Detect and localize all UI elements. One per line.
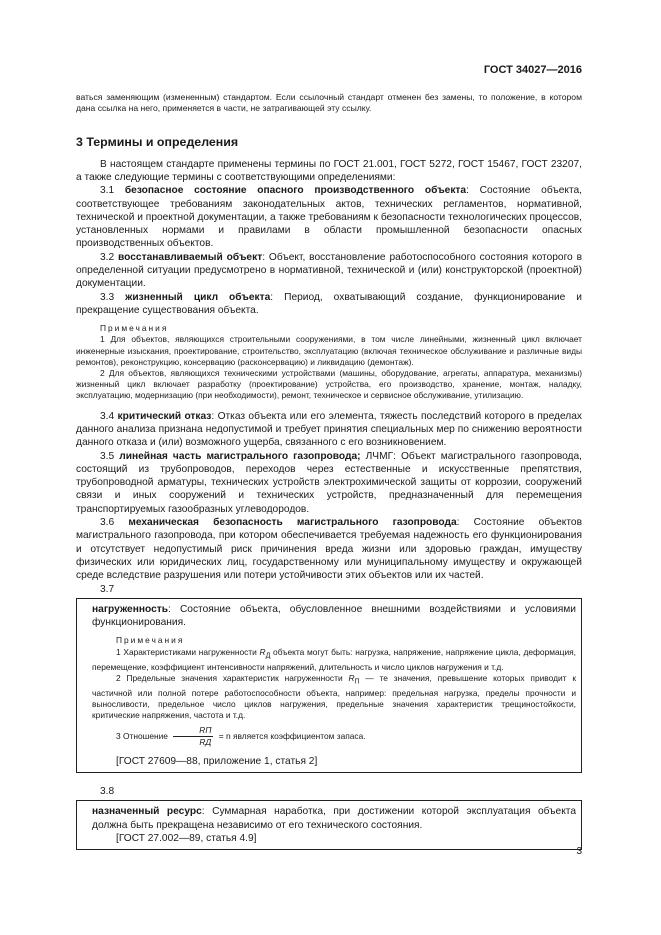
- term-3-7: нагруженность: Состояние объекта, обусловленное внешними воздействиями и условиями функционирования.: [92, 603, 576, 629]
- note-3-7-2: 2 Предельные значения характеристик нагруженности $R_П$ — те значения, превышение которых приводит к частичной или полной потере работоспособности объекта, например: предельная нагрузка, пределы прочности и выносливости, предельное число циклов нагружения, предельные значения характеристик трещиностойкости, критические напряжения, частота и т.д.: [92, 672, 576, 720]
- note-3-7-1: 1 Характеристиками нагруженности $R_Д$ объекта могут быть: нагрузка, напряжение, напряжение цикла, деформация, перемещение, коэффициент интенсивности напряжений, длительность и число циклов нагружения и т.д.: [92, 646, 576, 672]
- term-3-7-box: [76, 598, 582, 773]
- note-3-3-2: 2 Для объектов, являющихся техническими устройствами (машины, оборудование, агрегаты, аппаратура, механизмы) жизненный цикл включает разработку (проектирование) устройства, его производство, хранение, монтаж, наладку, эксплуатацию, модернизацию (при необходимости), ремонт, техническое и сервисное обслуживание, утилизацию.: [76, 368, 582, 401]
- term-3-2: 3.2 восстанавливаемый объект: Объект, восстановление работоспособного состояния которого в определенной ситуации предусмотрено в нормативной, технической и (или) конструкторской (проектной) документации.: [76, 251, 583, 290]
- term-3-8-reference: [ГОСТ 27.002—89, статья 4.9]: [116, 832, 257, 844]
- document-body: [76, 92, 582, 850]
- note-3-7-3: 3 Отношение $\frac{RП}{RД}$ = n является коэффициентом запаса.: [116, 725, 366, 748]
- term-3-8-box: [76, 800, 582, 850]
- document-id: ГОСТ 34027—2016: [483, 64, 582, 76]
- term-3-3: 3.3 жизненный цикл объекта: Период, охватывающий создание, функционирование и прекращение существования объекта.: [76, 291, 582, 316]
- notes-3-7: [92, 635, 576, 748]
- term-3-8: назначенный ресурс: Суммарная наработка, при достижении которой эксплуатация объекта должна быть прекращена независимо от его технического состояния.: [92, 806, 576, 831]
- term-3-7-reference: [ГОСТ 27609—88, приложение 1, статья 2]: [116, 755, 318, 767]
- term-3-6: 3.6 механическая безопасность магистрального газопровода: Состояние объектов магистрального газопровода, при котором обеспечивается требуемая надежность его функционирования и отсутствует недопустимый риск причинения вреда жизни или здоровью граждан, имуществу физических или юридических лиц, государственному или муниципальному имуществу и окружающей среде вследствие разрушения или потери устойчивости этих объектов или их частей.: [76, 517, 583, 582]
- page-number: 3: [576, 846, 582, 857]
- intro-paragraph: ваться заменяющим (измененным) стандартом. Если ссылочный стандарт отменен без замены, то положение, в котором дана ссылка на него, применяется в части, не затрагивающей эту ссылку.: [76, 92, 582, 114]
- term-3-7-number: 3.7: [100, 583, 115, 595]
- term-3-5: 3.5 линейная часть магистрального газопровода; ЛЧМГ: Объект магистрального газопровода, состоящий из трубопроводов, переходов через естественные и искусственные препятствия, трубопроводной арматуры, технических устройств электрохимической защиты от коррозии, сооружений связи и иных сооружений и технических устройств, предназначенный для перемещения транспортируемых газообразных углеводородов.: [76, 450, 582, 515]
- ratio-fraction: $\frac{RП}{RД}$: [173, 725, 213, 748]
- notes-heading: Примечания: [116, 635, 185, 646]
- section-lead: В настоящем стандарте применены термины по ГОСТ 21.001, ГОСТ 5272, ГОСТ 15467, ГОСТ 23207, а также следующие термины с соответствующими определениями:: [76, 158, 582, 183]
- term-3-8-number: 3.8: [100, 785, 115, 797]
- term-3-1: 3.1 безопасное состояние опасного производственного объекта: Состояние объекта, соответствующее требованиям законодательных актов, технических регламентов, нормативной, технической и проектной документации, а также требованиям к безопасности технологических процессов, установленных нормами и правилами в области промышленной безопасности опасных производственных объектов.: [76, 185, 583, 250]
- note-3-3-1: 1 Для объектов, являющихся строительными сооружениями, в том числе линейными, жизненный цикл включает инженерные изыскания, проектирование, строительство, эксплуатацию (включая техническое обслуживание и различные виды ремонтов), реконструкцию, консервацию (расконсервацию) и ликвидацию (демонтаж).: [76, 334, 582, 367]
- notes-3-3: [76, 323, 582, 401]
- notes-heading: Примечания: [100, 323, 169, 334]
- section-title: 3 Термины и определения: [76, 135, 239, 150]
- term-3-4: 3.4 критический отказ: Отказ объекта или его элемента, тяжесть последствий которого в пределах данного анализа признана недопустимой и требует принятия специальных мер по снижению вероятности данного отказа и (или) возможного ущерба, связанного с его возникновением.: [76, 410, 582, 449]
